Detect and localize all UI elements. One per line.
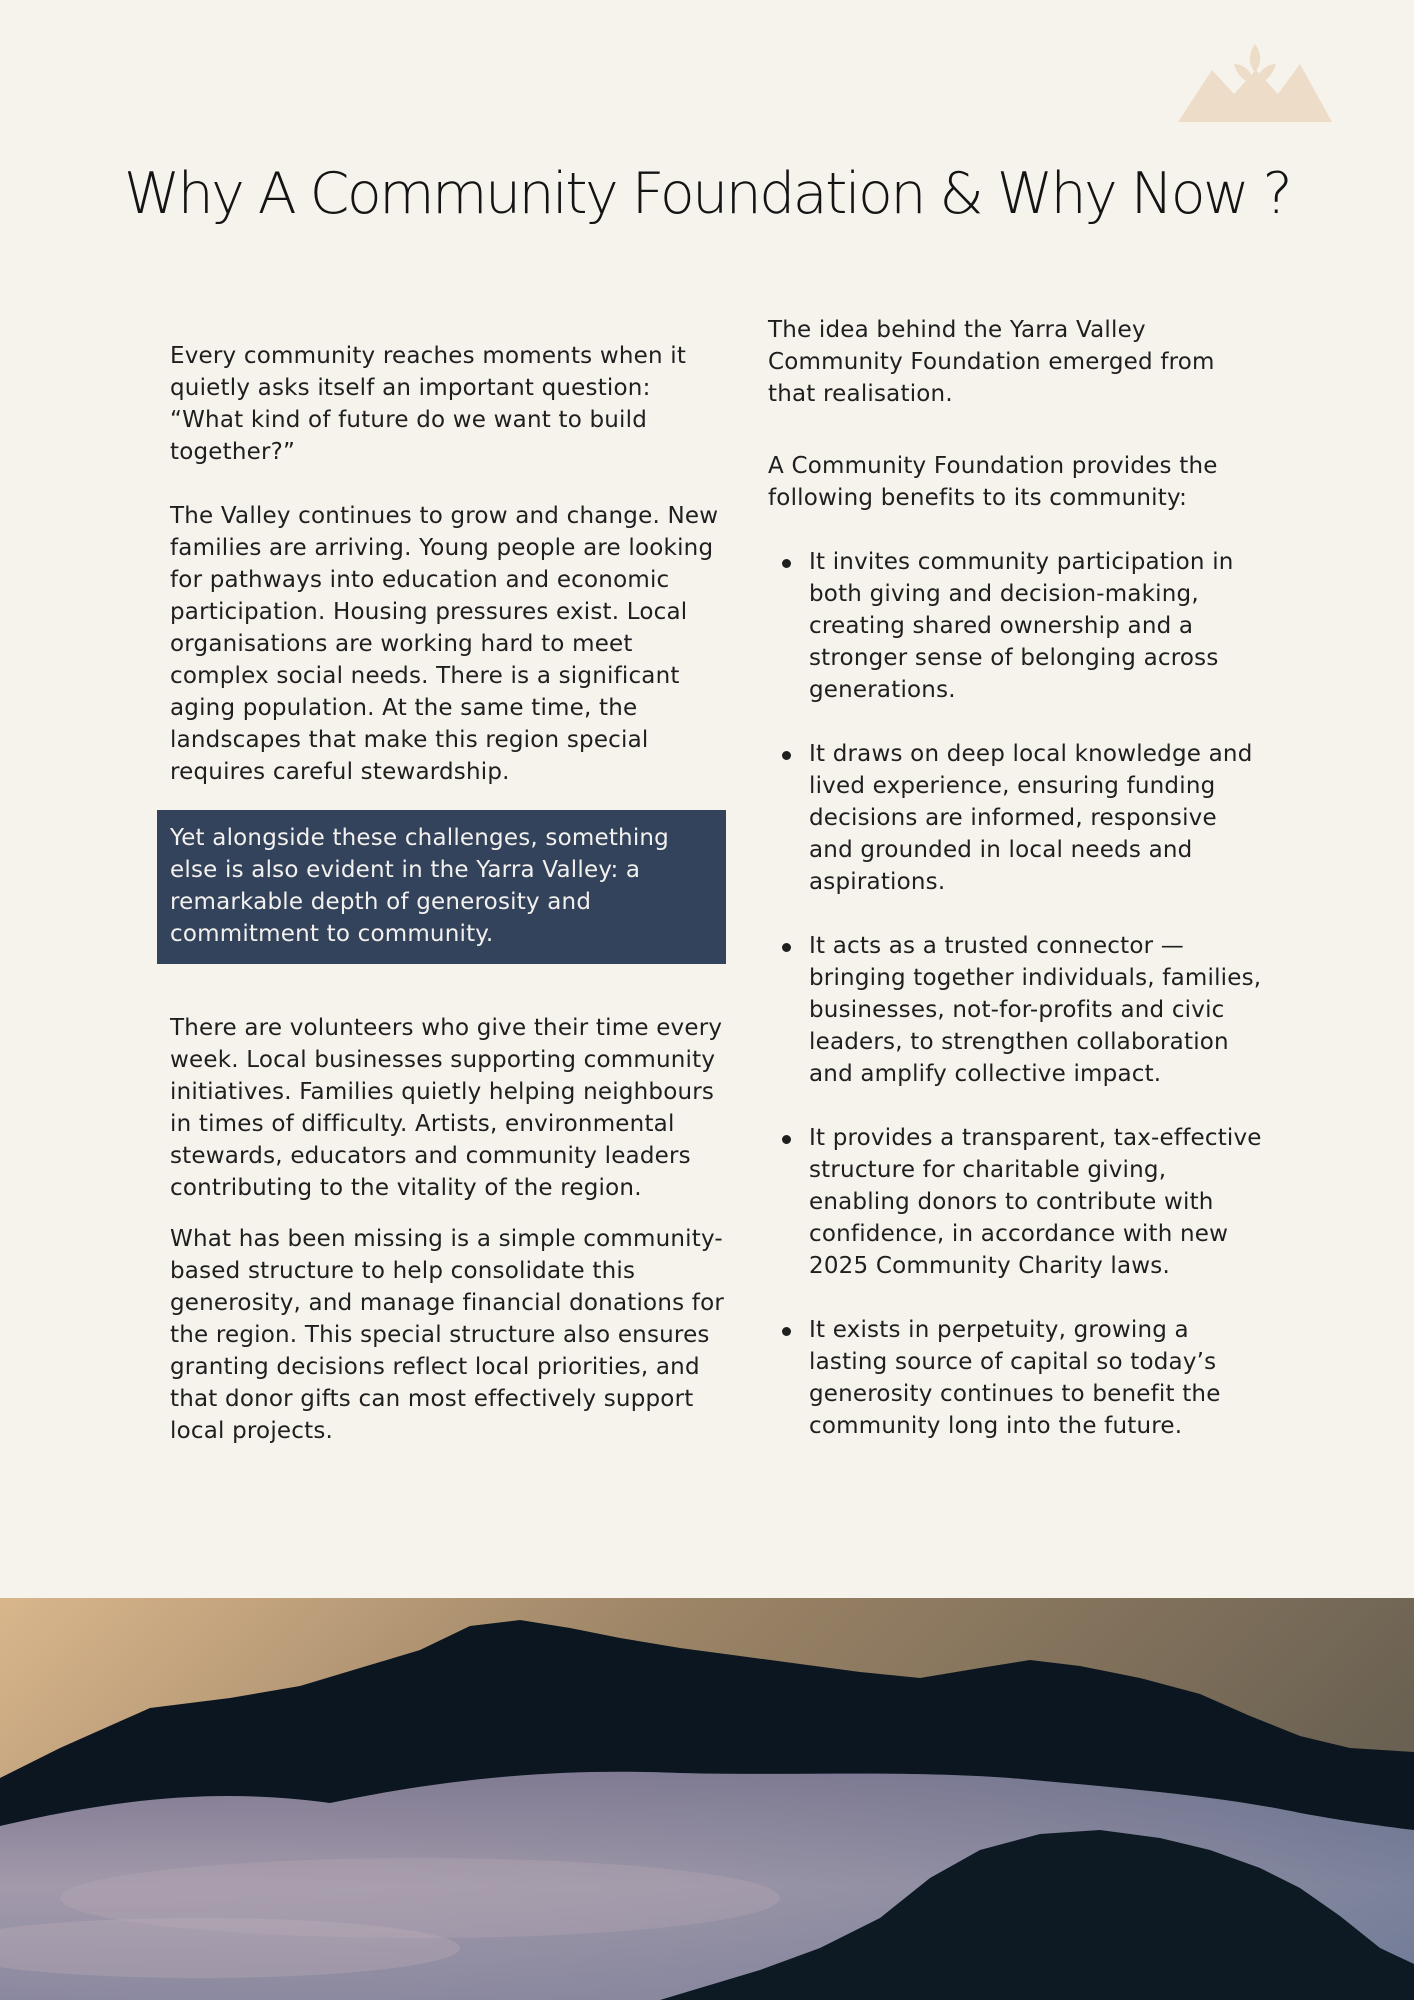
valley-change-paragraph: The Valley continues to grow and change. New families are arriving. Young people are looking for pathways into education and economic participation. Housing pressures exist. Local organisations are working hard to meet complex social needs. There is a significant aging population. At the same time, the landscapes that make this region special requires careful stewardship. xyxy=(170,503,719,785)
idea-paragraph: The idea behind the Yarra Valley Community Foundation emerged from that realisation. xyxy=(768,317,1215,407)
right-column xyxy=(768,314,1268,1442)
intro-paragraph: Every community reaches moments when it quietly asks itself an important question: “What kind of future do we want to build together?” xyxy=(170,343,687,465)
list-item: It provides a transparent, tax-effective structure for charitable giving, enabling donors to contribute with confidence, in accordance with new 2025 Community Charity laws. xyxy=(768,1122,1268,1282)
benefits-list xyxy=(768,546,1268,1442)
volunteers-paragraph: There are volunteers who give their time every week. Local businesses supporting community initiatives. Families quietly helping neighbours in times of difficulty. Artists, environmental stewards, educators and community leaders contributing to the vitality of the region. xyxy=(170,1015,723,1201)
highlight-callout xyxy=(157,810,726,964)
page-title: Why A Community Foundation & Why Now ? xyxy=(123,161,1291,227)
left-column-lower xyxy=(170,1012,725,1447)
list-item: It invites community participation in both giving and decision-making, creating shared ownership and a stronger sense of belonging across generations. xyxy=(768,546,1268,706)
list-item: It draws on deep local knowledge and lived experience, ensuring funding decisions are informed, responsive and grounded in local needs and aspirations. xyxy=(768,738,1268,898)
mountain-sprout-icon xyxy=(1178,44,1332,124)
benefits-intro: A Community Foundation provides the following benefits to its community: xyxy=(768,453,1218,511)
missing-structure-paragraph: What has been missing is a simple community-based structure to help consolidate this generosity, and manage financial donations for the region. This special structure also ensures granting decisions reflect local priorities, and that donor gifts can most effectively support local projects. xyxy=(170,1226,725,1444)
left-column xyxy=(170,340,725,788)
highlight-text: Yet alongside these challenges, something else is also evident in the Yarra Valley: a remarkable depth of generosity and commitment to community. xyxy=(170,825,669,947)
list-item: It exists in perpetuity, growing a lasting source of capital so today’s generosity continues to benefit the community long into the future. xyxy=(768,1314,1268,1442)
mountain-landscape-image xyxy=(0,1598,1414,2000)
list-item: It acts as a trusted connector — bringing together individuals, families, businesses, not-for-profits and civic leaders, to strengthen collaboration and amplify collective impact. xyxy=(768,930,1268,1090)
